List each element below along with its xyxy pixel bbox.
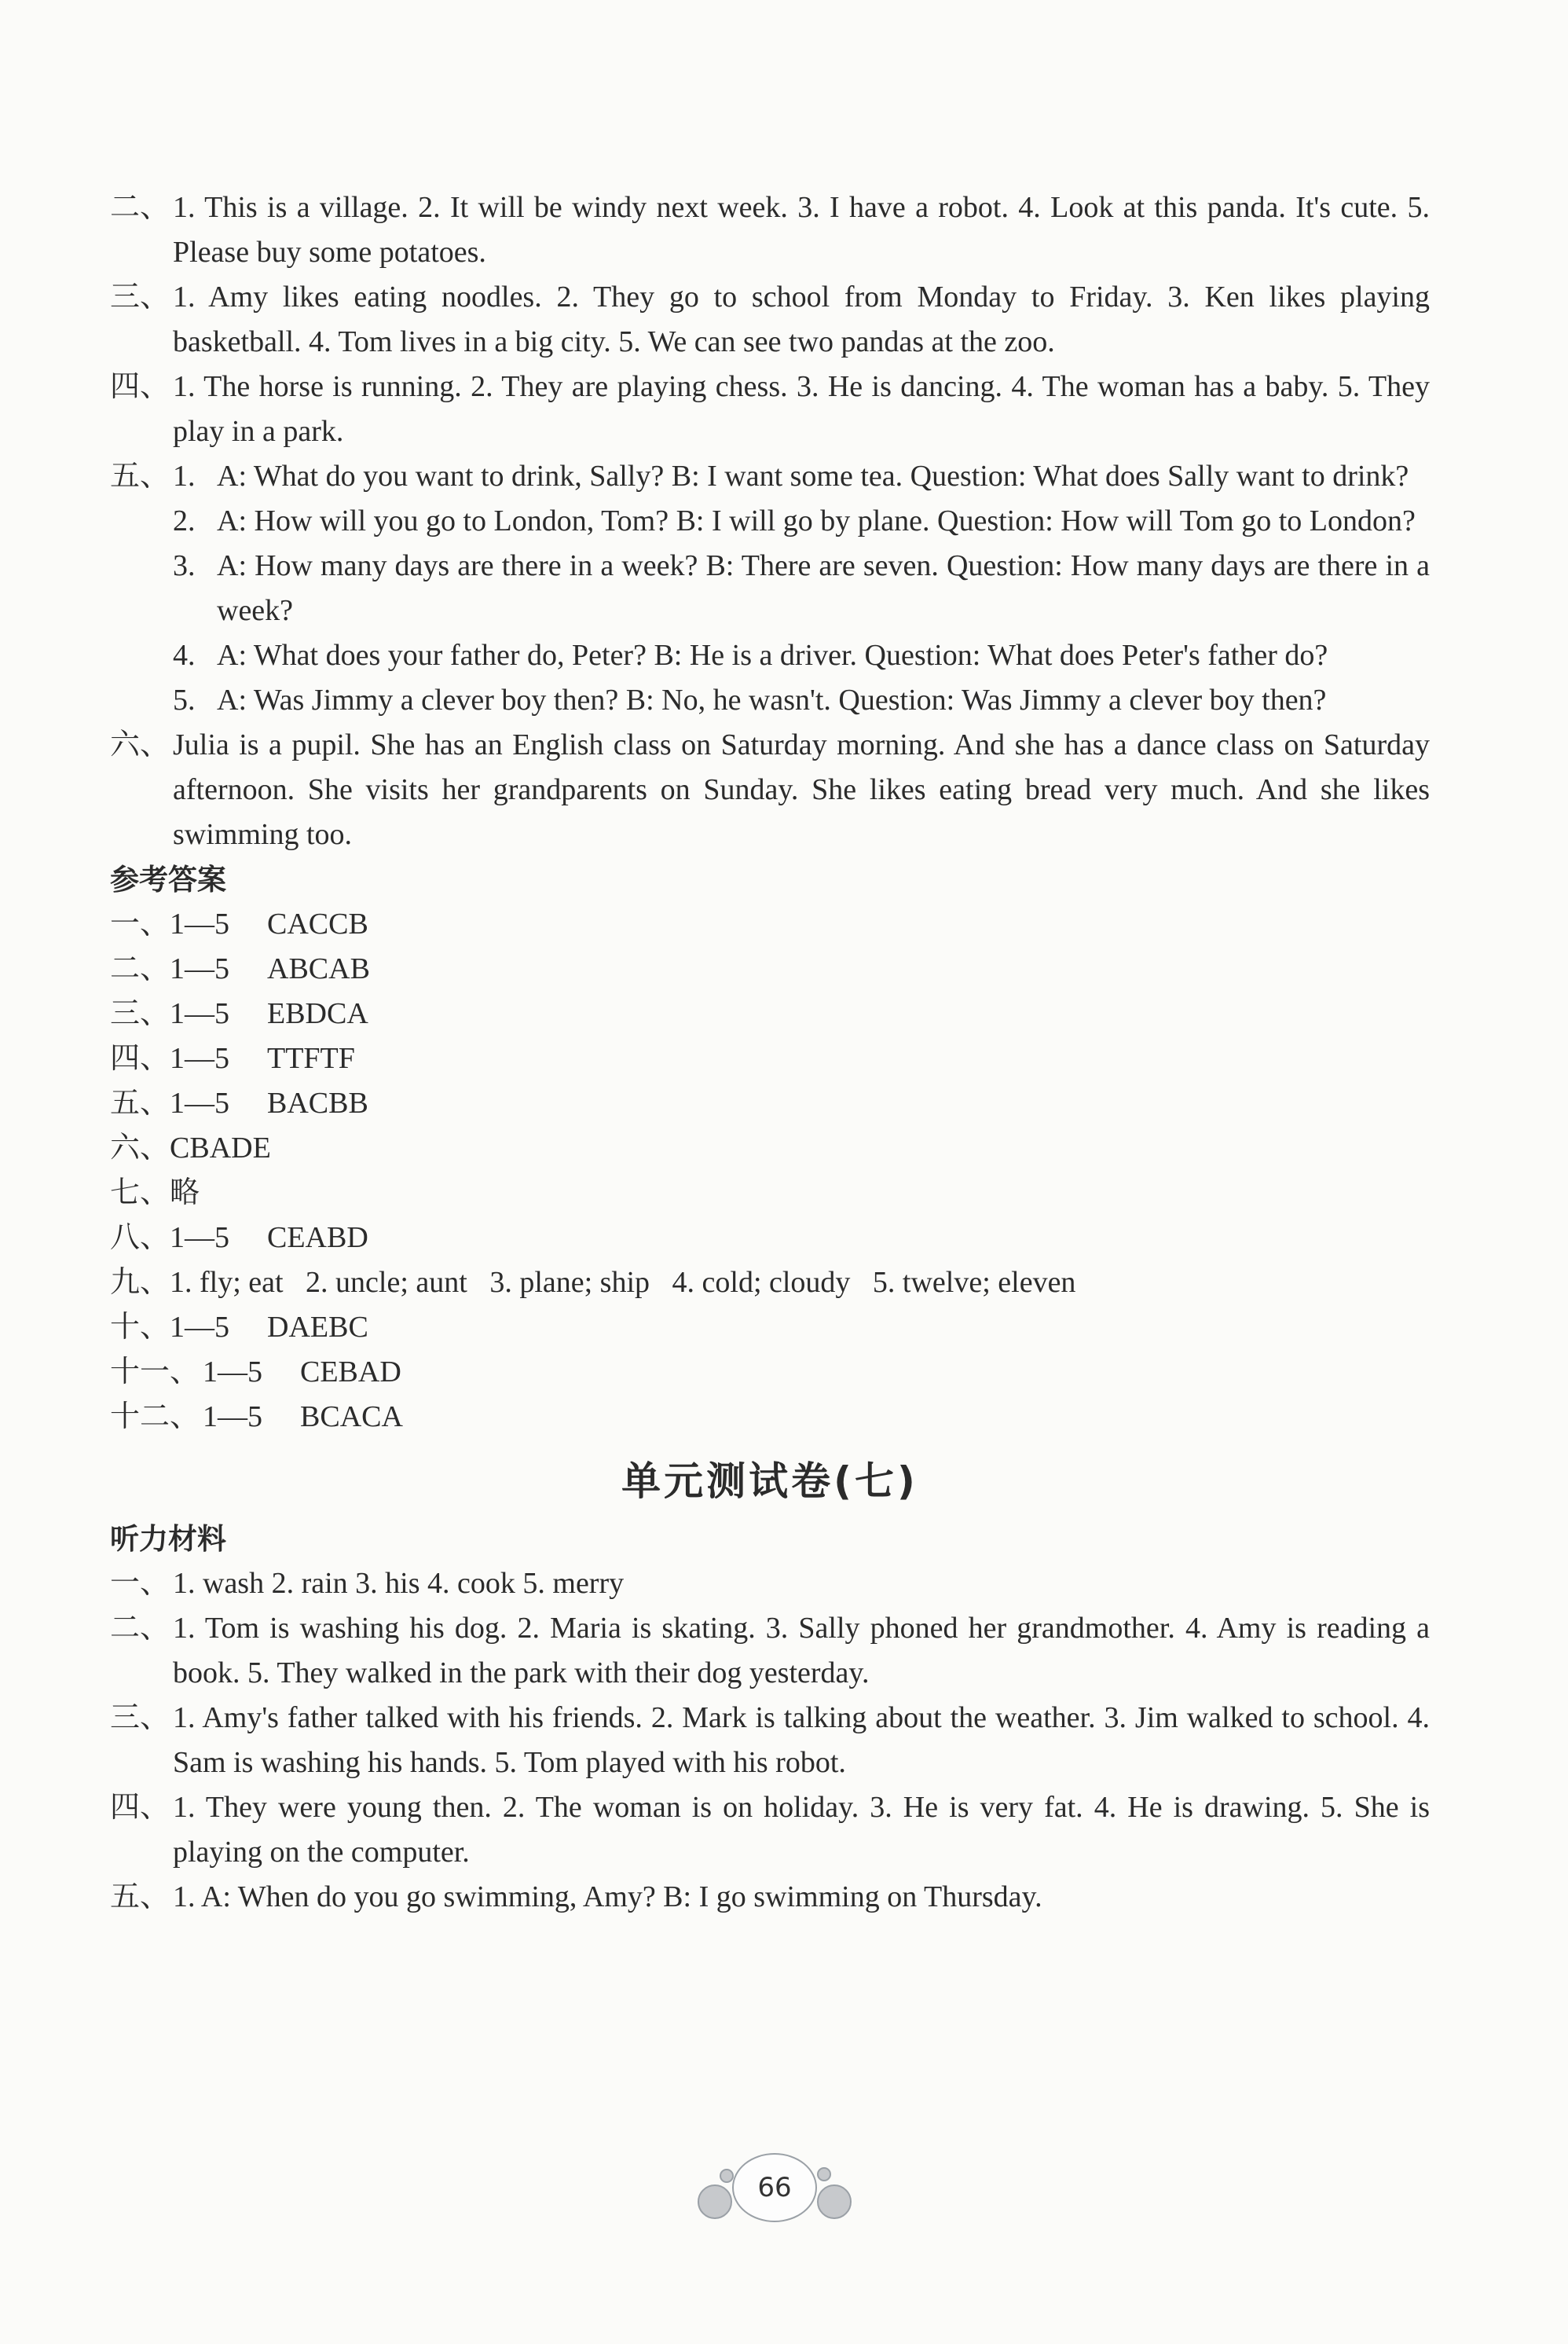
- dialogue-5: [110, 678, 1430, 723]
- answer-row: [110, 1305, 1430, 1350]
- answer-row: [110, 1036, 1430, 1081]
- listening-item-2: [110, 185, 1430, 275]
- answer-number: 四、: [110, 1042, 170, 1075]
- section-number: 五、: [110, 460, 170, 493]
- listening-item-1: [110, 1561, 1430, 1606]
- answer-row: [110, 947, 1430, 992]
- answer-row: [110, 1126, 1430, 1171]
- answer-value: ABCAB: [267, 952, 370, 985]
- item-text: 1. Tom is washing his dog. 2. Maria is skating. 3. Sally phoned her grandmother. 4. Amy is reading a book. 5. They walked in the park with their dog yesterday.: [173, 1612, 1430, 1689]
- answer-value: TTFTF: [267, 1042, 355, 1075]
- dialogue-number: 4.: [173, 639, 196, 672]
- item-text: 1. The horse is running. 2. They are playing chess. 3. He is dancing. 4. The woman has a baby. 5. They play in a park.: [173, 370, 1430, 448]
- dialogue-2: [110, 499, 1430, 544]
- answer-row: [110, 1395, 1430, 1440]
- item-number: 二、: [110, 191, 170, 224]
- decorative-circle-icon: [817, 2167, 831, 2181]
- item-text: 1. They were young then. 2. The woman is on holiday. 3. He is very fat. 4. He is drawing. 5. She is playing on the computer.: [173, 1791, 1430, 1869]
- dialogue-number: 2.: [173, 504, 196, 537]
- listening-item-4: [110, 1785, 1430, 1875]
- answer-value: CBADE: [170, 1132, 271, 1165]
- answer-value: CEABD: [267, 1221, 368, 1254]
- item-text: 1. wash 2. rain 3. his 4. cook 5. merry: [173, 1567, 625, 1600]
- listening-item-5: [110, 454, 1430, 723]
- item-number: 二、: [110, 1612, 170, 1645]
- decorative-circle-icon: [698, 2184, 732, 2219]
- dialogue-number: 1.: [173, 460, 196, 493]
- item-number: 三、: [110, 281, 170, 314]
- answer-number: 一、: [110, 908, 170, 941]
- answer-value: EBDCA: [267, 997, 368, 1030]
- unit-title: 单元测试卷(七): [621, 1458, 918, 1504]
- dialogue-4: [110, 633, 1430, 678]
- dialogue-text: A: What do you want to drink, Sally? B: I want some tea. Question: What does Sally want to drink?: [217, 460, 1409, 493]
- dialogue-text: A: Was Jimmy a clever boy then? B: No, he wasn't. Question: Was Jimmy a clever boy then?: [217, 684, 1327, 717]
- answer-number: 七、: [110, 1176, 170, 1209]
- answer-row: [110, 1260, 1430, 1305]
- dialogue-1: [110, 454, 1430, 499]
- item-number: 一、: [110, 1567, 170, 1600]
- item-number: 四、: [110, 370, 170, 403]
- decorative-circle-icon: [817, 2184, 852, 2219]
- answer-range: 1—5: [170, 1221, 229, 1254]
- answer-row: [110, 1350, 1430, 1395]
- item-number: 五、: [110, 1880, 170, 1913]
- answer-number: 二、: [110, 952, 170, 985]
- answer-number: 十二、: [110, 1400, 200, 1433]
- page-number: 66: [732, 2153, 817, 2222]
- answer-value: BACBB: [267, 1087, 368, 1120]
- page-number-ornament: [691, 2153, 880, 2224]
- listening-item-3: [110, 275, 1430, 365]
- item-text: Julia is a pupil. She has an English class on Saturday morning. And she has a dance class on Saturday afternoon. She visits her grandparents on Sunday. She likes eating bread very much. And she likes swimming too.: [173, 728, 1430, 851]
- dialogue-text: A: How will you go to London, Tom? B: I will go by plane. Question: How will Tom go to London?: [217, 504, 1416, 537]
- answer-number: 十一、: [110, 1355, 200, 1388]
- answer-range: 1—5: [170, 1311, 229, 1344]
- dialogue-number: 5.: [173, 684, 196, 717]
- answer-range: 1—5: [170, 1087, 229, 1120]
- listening-item-4: [110, 365, 1430, 454]
- answer-row: [110, 1171, 1430, 1216]
- answer-number: 六、: [110, 1132, 170, 1165]
- item-text: 1. This is a village. 2. It will be windy next week. 3. I have a robot. 4. Look at this panda. It's cute. 5. Please buy some potatoes.: [173, 191, 1430, 269]
- answer-value: 略: [170, 1176, 200, 1209]
- answer-range: 1—5: [170, 997, 229, 1030]
- answer-range: 1—5: [170, 952, 229, 985]
- listening-heading: 听力材料: [110, 1522, 226, 1556]
- answer-range: 1—5: [170, 1042, 229, 1075]
- answer-number: 三、: [110, 997, 170, 1030]
- answer-row: [110, 1081, 1430, 1126]
- item-number: 六、: [110, 728, 170, 761]
- answer-value: CACCB: [267, 908, 368, 941]
- answer-range: 1—5: [203, 1355, 262, 1388]
- answer-range: 1—5: [170, 908, 229, 941]
- answer-row: [110, 992, 1430, 1036]
- listening-item-6: [110, 723, 1430, 857]
- answer-row: [110, 1216, 1430, 1260]
- listening-item-5: [110, 1875, 1430, 1920]
- answer-value: BCACA: [300, 1400, 403, 1433]
- answer-number: 五、: [110, 1087, 170, 1120]
- decorative-circle-icon: [720, 2169, 734, 2183]
- listening-item-2: [110, 1606, 1430, 1696]
- item-text: 1. Amy likes eating noodles. 2. They go to school from Monday to Friday. 3. Ken likes playing basketball. 4. Tom lives in a big city. 5. We can see two pandas at the zoo.: [173, 281, 1430, 358]
- item-text: 1. Amy's father talked with his friends. 2. Mark is talking about the weather. 3. Jim walked to school. 4. Sam is washing his hands. 5. Tom played with his robot.: [173, 1701, 1430, 1779]
- dialogue-3: [110, 544, 1430, 633]
- listening-item-3: [110, 1696, 1430, 1785]
- answer-value: CEBAD: [300, 1355, 401, 1388]
- answer-number: 九、: [110, 1266, 170, 1299]
- answer-range: 1—5: [203, 1400, 262, 1433]
- answer-number: 十、: [110, 1311, 170, 1344]
- answer-value: 1. fly; eat 2. uncle; aunt 3. plane; ship 4. cold; cloudy 5. twelve; eleven: [170, 1266, 1076, 1299]
- dialogue-text: A: What does your father do, Peter? B: He is a driver. Question: What does Peter's father do?: [217, 639, 1328, 672]
- dialogue-number: 3.: [173, 549, 196, 582]
- dialogue-text: A: How many days are there in a week? B: There are seven. Question: How many days are there in a week?: [217, 549, 1430, 627]
- item-number: 三、: [110, 1701, 170, 1734]
- answer-value: DAEBC: [267, 1311, 368, 1344]
- item-text: 1. A: When do you go swimming, Amy? B: I go swimming on Thursday.: [173, 1880, 1042, 1913]
- answer-row: [110, 902, 1430, 947]
- item-number: 四、: [110, 1791, 170, 1824]
- answer-number: 八、: [110, 1221, 170, 1254]
- document-body: [110, 185, 1430, 1920]
- answers-heading: 参考答案: [110, 863, 226, 897]
